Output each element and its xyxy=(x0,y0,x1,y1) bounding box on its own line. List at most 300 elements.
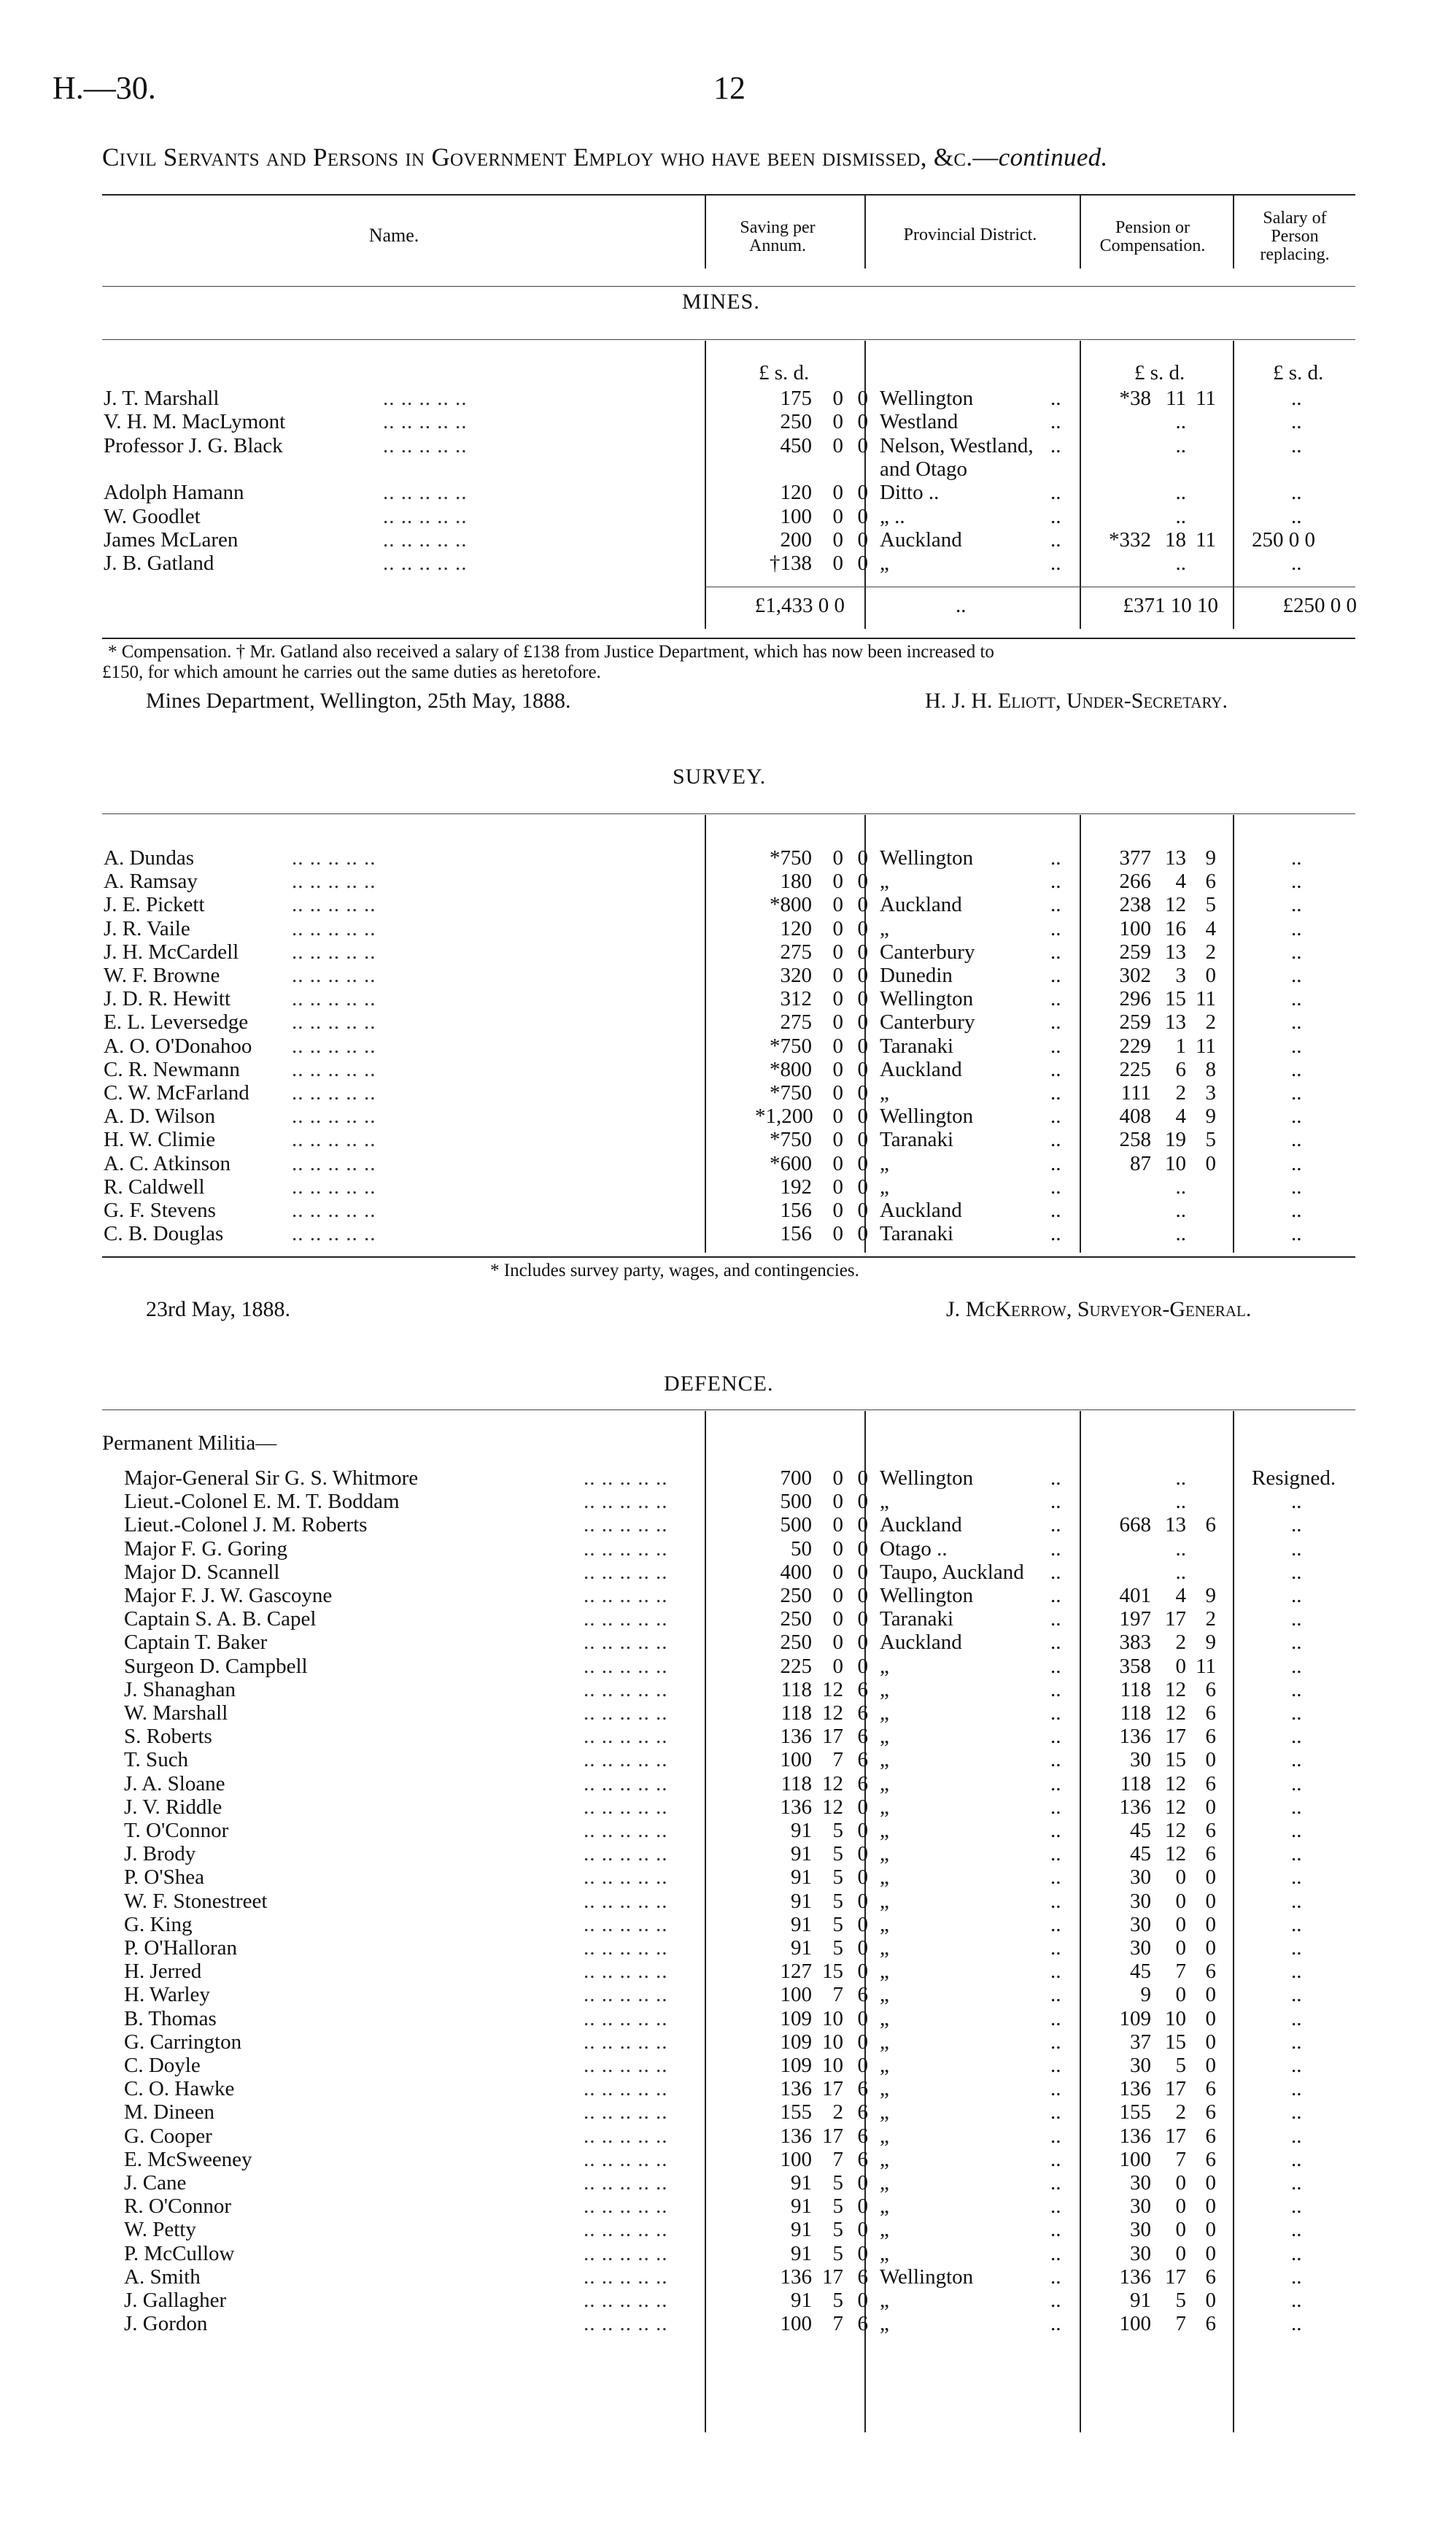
person-name: C. B. Douglas xyxy=(104,1222,224,1246)
saving-pence: 0 xyxy=(857,987,868,1011)
leader-dots: .. .. .. .. .. xyxy=(292,1222,376,1246)
pension-shillings: 13 xyxy=(1165,846,1186,870)
saving-pounds: 225 xyxy=(780,1654,812,1678)
table-row xyxy=(0,1795,1456,1819)
saving-shillings: 7 xyxy=(832,2312,843,2336)
salary-value: .. xyxy=(1291,1983,1302,2007)
leader-dots: .. xyxy=(1050,1607,1061,1631)
pension-shillings: 0 xyxy=(1175,2218,1186,2242)
leader-dots: .. .. .. .. .. xyxy=(584,1865,668,1890)
leader-dots: .. xyxy=(1050,1057,1061,1081)
saving-shillings: 0 xyxy=(832,893,843,917)
pension-pence: 6 xyxy=(1205,1725,1216,1749)
saving-pence: 0 xyxy=(857,1034,868,1058)
pension-pence: 6 xyxy=(1205,1677,1216,1701)
leader-dots: .. .. .. .. .. xyxy=(584,2312,668,2336)
salary-value: .. xyxy=(1291,1819,1302,1842)
leader-dots: .. .. .. .. .. xyxy=(584,1960,668,1984)
pension-pence: 9 xyxy=(1205,1584,1216,1607)
saving-pounds: 91 xyxy=(791,2171,812,2195)
saving-pounds: *750 xyxy=(770,846,812,870)
pension-pence: 6 xyxy=(1205,2077,1216,2101)
signature: J. McKerrow, Surveyor-General. xyxy=(946,1297,1252,1321)
saving-pence: 6 xyxy=(857,1771,868,1795)
pension-shillings: 12 xyxy=(1165,1842,1186,1866)
leader-dots: .. .. .. .. .. xyxy=(383,504,468,528)
pension-pounds: 401 xyxy=(1119,1584,1151,1607)
leader-dots: .. xyxy=(1050,1912,1061,1936)
pension-shillings: 10 xyxy=(1165,2006,1186,2030)
saving-shillings: 0 xyxy=(832,1560,843,1584)
person-name: P. O'Halloran xyxy=(124,1936,238,1960)
total-salary: £250 0 0 xyxy=(1282,594,1357,617)
table-row xyxy=(0,2148,1456,2171)
person-name: Professor J. G. Black xyxy=(104,433,283,457)
leader-dots: .. xyxy=(1050,2030,1061,2054)
table-row xyxy=(0,2265,1456,2289)
saving-shillings: 5 xyxy=(832,2241,843,2265)
person-name: G. King xyxy=(124,1912,193,1936)
table-row xyxy=(0,1035,1456,1058)
saving-pence: 0 xyxy=(857,1842,868,1866)
col-saving: Saving per Annum. xyxy=(740,218,816,255)
leader-dots: .. xyxy=(1050,1222,1061,1246)
leader-dots: .. .. .. .. .. xyxy=(584,1654,668,1678)
person-name: J. Cane xyxy=(124,2171,187,2195)
pension-pounds: 100 xyxy=(1119,2312,1151,2336)
saving-shillings: 0 xyxy=(832,410,843,434)
pension-pounds: 408 xyxy=(1119,1105,1151,1129)
saving-pounds: 250 xyxy=(780,1607,812,1631)
table-row xyxy=(0,2242,1456,2265)
saving-pence: 6 xyxy=(857,2077,868,2101)
saving-pounds: 109 xyxy=(780,2006,812,2030)
salary-value: .. xyxy=(1291,1560,1302,1584)
saving-pence: 0 xyxy=(857,1010,868,1035)
person-name: J. Brody xyxy=(124,1842,196,1866)
divider xyxy=(1080,196,1081,268)
provincial-district: „ xyxy=(880,2100,889,2124)
pension-pounds: 30 xyxy=(1130,2241,1151,2265)
pension-shillings: 4 xyxy=(1175,1584,1186,1607)
leader-dots: .. .. .. .. .. xyxy=(584,2077,668,2101)
col-salary: Salary of Person replacing. xyxy=(1260,209,1330,264)
header-rule xyxy=(102,286,1355,287)
pension-value: .. xyxy=(1175,1490,1186,1514)
saving-pence: 0 xyxy=(857,2195,868,2219)
saving-pence: 0 xyxy=(857,387,868,410)
pension-pence: 6 xyxy=(1205,1701,1216,1725)
saving-pounds: *1,200 xyxy=(755,1105,813,1129)
pension-shillings: 12 xyxy=(1165,893,1186,917)
pension-pounds: 109 xyxy=(1119,2006,1151,2030)
provincial-district: „ xyxy=(880,2006,889,2030)
pension-shillings: 10 xyxy=(1165,1151,1186,1175)
leader-dots: .. xyxy=(1050,1631,1061,1655)
pension-shillings: 7 xyxy=(1175,2312,1186,2336)
person-name: Lieut.-Colonel E. M. T. Boddam xyxy=(124,1490,400,1514)
table-row xyxy=(0,917,1456,940)
leader-dots: .. xyxy=(1050,1842,1061,1866)
provincial-district: „ xyxy=(880,2171,889,2195)
saving-pounds: 100 xyxy=(780,504,812,528)
saving-shillings: 5 xyxy=(832,1819,843,1842)
pension-value: .. xyxy=(1175,1560,1186,1584)
saving-pounds: 155 xyxy=(780,2100,812,2124)
saving-pence: 0 xyxy=(857,2030,868,2054)
pension-shillings: 17 xyxy=(1165,2124,1186,2148)
table-row xyxy=(0,1584,1456,1607)
provincial-district: „ xyxy=(880,1725,889,1749)
table-row xyxy=(0,2289,1456,2312)
saving-shillings: 0 xyxy=(832,1199,843,1222)
person-name: Major-General Sir G. S. Whitmore xyxy=(124,1466,419,1490)
saving-shillings: 10 xyxy=(822,2054,843,2077)
leader-dots: .. .. .. .. .. xyxy=(584,1842,668,1866)
saving-pounds: 200 xyxy=(780,527,812,552)
saving-shillings: 0 xyxy=(832,1654,843,1678)
saving-shillings: 12 xyxy=(822,1771,843,1795)
saving-shillings: 0 xyxy=(832,387,843,410)
provincial-district: Wellington xyxy=(880,1584,974,1607)
person-name: J. Shanaghan xyxy=(124,1677,236,1701)
person-name: Adolph Hamann xyxy=(104,481,244,505)
page-title xyxy=(102,143,1108,172)
table-row xyxy=(0,2077,1456,2100)
provincial-district: Wellington xyxy=(880,1466,974,1490)
saving-pounds: *750 xyxy=(770,1034,812,1058)
leader-dots: .. .. .. .. .. xyxy=(292,893,376,917)
leader-dots: .. .. .. .. .. xyxy=(383,552,468,576)
saving-pounds: 250 xyxy=(780,410,812,434)
pension-shillings: 13 xyxy=(1165,940,1186,964)
pension-pence: 0 xyxy=(1205,1912,1216,1936)
saving-pence: 0 xyxy=(857,1631,868,1655)
unit-label: £ s. d. xyxy=(1273,361,1324,384)
leader-dots: .. xyxy=(1050,527,1061,552)
leader-dots: .. xyxy=(1050,552,1061,576)
total-saving: £1,433 0 0 xyxy=(754,594,845,617)
saving-pounds: 120 xyxy=(780,481,812,505)
person-name: Major F. J. W. Gascoyne xyxy=(124,1584,333,1607)
pension-shillings: 0 xyxy=(1175,2195,1186,2219)
table-row xyxy=(0,1081,1456,1105)
saving-pence: 0 xyxy=(857,1819,868,1842)
pension-pence: 6 xyxy=(1205,2100,1216,2124)
leader-dots: .. xyxy=(1050,1010,1061,1035)
saving-pence: 0 xyxy=(857,527,868,552)
pension-shillings: 5 xyxy=(1175,2054,1186,2077)
saving-shillings: 0 xyxy=(832,1081,843,1105)
footnote: * Includes survey party, wages, and contingencies. xyxy=(490,1261,859,1280)
person-name: J. V. Riddle xyxy=(124,1795,222,1819)
pension-shillings: 0 xyxy=(1175,1654,1186,1678)
person-name: G. Cooper xyxy=(124,2124,212,2148)
saving-pounds: 500 xyxy=(780,1490,812,1514)
saving-shillings: 0 xyxy=(832,870,843,894)
pension-pounds: 296 xyxy=(1119,987,1151,1011)
person-name: J. Gordon xyxy=(124,2312,208,2336)
provincial-district: „ xyxy=(880,552,889,576)
leader-dots: .. xyxy=(1050,1105,1061,1129)
leader-dots: .. xyxy=(1050,1034,1061,1058)
saving-pounds: 136 xyxy=(780,2124,812,2148)
pension-pence: 2 xyxy=(1205,1607,1216,1631)
saving-pounds: 118 xyxy=(781,1677,812,1701)
pension-pounds: 111 xyxy=(1120,1081,1151,1105)
pension-pence: 6 xyxy=(1205,1842,1216,1866)
table-row xyxy=(0,1490,1456,1513)
saving-pounds: 312 xyxy=(780,987,812,1011)
provincial-district: „ xyxy=(880,2054,889,2077)
person-name: J. A. Sloane xyxy=(124,1771,225,1795)
pension-shillings: 17 xyxy=(1165,1607,1186,1631)
saving-shillings: 5 xyxy=(832,2218,843,2242)
saving-pence: 0 xyxy=(857,1584,868,1607)
pension-pounds: 155 xyxy=(1119,2100,1151,2124)
provincial-district: Ditto .. xyxy=(880,481,940,505)
leader-dots: .. xyxy=(1050,410,1061,434)
saving-shillings: 0 xyxy=(832,987,843,1011)
person-name: R. Caldwell xyxy=(104,1175,205,1199)
table-row xyxy=(0,1701,1456,1725)
saving-shillings: 0 xyxy=(832,916,843,940)
saving-pence: 6 xyxy=(857,2265,868,2289)
pension-value: .. xyxy=(1175,504,1186,528)
saving-pounds: 700 xyxy=(780,1466,812,1490)
leader-dots: .. .. .. .. .. xyxy=(584,1748,668,1772)
salary-value: 250 0 0 xyxy=(1252,527,1315,552)
saving-shillings: 0 xyxy=(832,1607,843,1631)
pension-pence: 9 xyxy=(1205,1631,1216,1655)
provincial-district: „ xyxy=(880,1912,889,1936)
saving-pence: 0 xyxy=(857,2218,868,2242)
provincial-district: Wellington xyxy=(880,387,974,410)
person-name: Captain T. Baker xyxy=(124,1631,268,1655)
pension-shillings: 15 xyxy=(1165,1748,1186,1772)
pension-shillings: 0 xyxy=(1175,2241,1186,2265)
saving-pounds: 192 xyxy=(780,1175,812,1199)
provincial-district: „ xyxy=(880,1654,889,1678)
saving-pence: 0 xyxy=(857,1865,868,1890)
table-row xyxy=(0,1466,1456,1490)
saving-pence: 0 xyxy=(857,1560,868,1584)
person-name: J. R. Vaile xyxy=(104,916,190,940)
leader-dots: .. xyxy=(1050,1889,1061,1913)
table-row xyxy=(0,2171,1456,2195)
pension-pounds: 118 xyxy=(1120,1677,1151,1701)
saving-pence: 0 xyxy=(857,1654,868,1678)
section-title-survey: SURVEY. xyxy=(673,765,767,789)
section-rule xyxy=(102,813,1355,814)
saving-shillings: 12 xyxy=(822,1701,843,1725)
pension-shillings: 15 xyxy=(1165,2030,1186,2054)
leader-dots: .. .. .. .. .. xyxy=(584,1584,668,1607)
pension-pence: 6 xyxy=(1205,1819,1216,1842)
table-top-rule xyxy=(102,194,1355,196)
leader-dots: .. xyxy=(1050,964,1061,987)
pension-pounds: 383 xyxy=(1119,1631,1151,1655)
leader-dots: .. .. .. .. .. xyxy=(584,1536,668,1561)
provincial-district: „ xyxy=(880,1151,889,1175)
table-row xyxy=(0,2218,1456,2241)
leader-dots: .. .. .. .. .. xyxy=(584,1607,668,1631)
person-name: R. O'Connor xyxy=(124,2195,232,2219)
leader-dots: .. xyxy=(1050,1584,1061,1607)
pension-pounds: 136 xyxy=(1119,2124,1151,2148)
provincial-district: „ xyxy=(880,2195,889,2219)
provincial-district: „ xyxy=(880,1865,889,1890)
pension-shillings: 6 xyxy=(1175,1057,1186,1081)
saving-pence: 0 xyxy=(857,1466,868,1490)
leader-dots: .. .. .. .. .. xyxy=(584,2171,668,2195)
leader-dots: .. .. .. .. .. xyxy=(584,1560,668,1584)
saving-pounds: 91 xyxy=(791,2289,812,2312)
table-row xyxy=(0,1983,1456,2006)
salary-value: .. xyxy=(1291,1631,1302,1655)
saving-pounds: 450 xyxy=(780,433,812,457)
saving-pence: 6 xyxy=(857,1725,868,1749)
salary-value: .. xyxy=(1291,1701,1302,1725)
provincial-district: „ xyxy=(880,1936,889,1960)
leader-dots: .. .. .. .. .. xyxy=(584,2289,668,2312)
salary-value: .. xyxy=(1291,1057,1302,1081)
pension-pounds: 302 xyxy=(1119,964,1151,987)
leader-dots: .. .. .. .. .. xyxy=(292,1151,376,1175)
saving-pence: 6 xyxy=(857,1701,868,1725)
saving-pounds: 320 xyxy=(780,964,812,987)
provincial-district: Canterbury xyxy=(880,1010,975,1035)
pension-pounds: 45 xyxy=(1130,1842,1151,1866)
leader-dots: .. .. .. .. .. xyxy=(584,1983,668,2007)
pension-shillings: 5 xyxy=(1175,2289,1186,2312)
pension-pounds: 197 xyxy=(1119,1607,1151,1631)
saving-pence: 0 xyxy=(857,2006,868,2030)
pension-shillings: 0 xyxy=(1175,1865,1186,1890)
leader-dots: .. .. .. .. .. xyxy=(383,433,468,457)
pension-pence: 0 xyxy=(1205,1151,1216,1175)
provincial-district: Taranaki xyxy=(880,1034,954,1058)
section-bottom-rule xyxy=(102,1256,1355,1258)
table-row xyxy=(0,964,1456,987)
provincial-district: Taranaki xyxy=(880,1128,954,1152)
saving-shillings: 5 xyxy=(832,2195,843,2219)
salary-value: .. xyxy=(1291,387,1302,410)
leader-dots: .. .. .. .. .. xyxy=(292,916,376,940)
person-name: A. Dundas xyxy=(104,846,195,870)
person-name: E. McSweeney xyxy=(124,2147,252,2171)
saving-shillings: 5 xyxy=(832,1842,843,1866)
pension-shillings: 0 xyxy=(1175,1936,1186,1960)
provincial-district: „ xyxy=(880,2312,889,2336)
leader-dots: .. .. .. .. .. xyxy=(584,2265,668,2289)
provincial-district: „ xyxy=(880,1819,889,1842)
saving-shillings: 0 xyxy=(832,1175,843,1199)
table-row xyxy=(0,1890,1456,1913)
pension-pounds: 238 xyxy=(1119,893,1151,917)
table-row xyxy=(0,2007,1456,2030)
saving-pence: 0 xyxy=(857,1128,868,1152)
saving-pounds: *750 xyxy=(770,1128,812,1152)
salary-value: .. xyxy=(1291,1175,1302,1199)
saving-pence: 6 xyxy=(857,2124,868,2148)
salary-value: .. xyxy=(1291,1081,1302,1105)
salary-value: .. xyxy=(1291,893,1302,917)
pension-pence: 11 xyxy=(1196,387,1216,410)
leader-dots: .. xyxy=(1050,987,1061,1011)
pension-shillings: 0 xyxy=(1175,1889,1186,1913)
table-row xyxy=(0,1175,1456,1199)
signature: H. J. H. Eliott, Under-Secretary. xyxy=(925,689,1228,713)
leader-dots: .. .. .. .. .. xyxy=(383,387,468,410)
table-row xyxy=(0,387,1456,410)
pension-pence: 6 xyxy=(1205,2124,1216,2148)
pension-pence: 2 xyxy=(1205,940,1216,964)
leader-dots: .. xyxy=(1050,2171,1061,2195)
leader-dots: .. .. .. .. .. xyxy=(584,1819,668,1842)
saving-pounds: 91 xyxy=(791,2241,812,2265)
saving-pence: 0 xyxy=(857,410,868,434)
pension-pence: 5 xyxy=(1205,893,1216,917)
pension-pence: 0 xyxy=(1205,1795,1216,1819)
provincial-district: „ xyxy=(880,2241,889,2265)
leader-dots: .. .. .. .. .. xyxy=(584,2124,668,2148)
person-name: A. Smith xyxy=(124,2265,201,2289)
pension-pence: 6 xyxy=(1205,2147,1216,2171)
pension-pounds: 266 xyxy=(1119,870,1151,894)
person-name: G. Carrington xyxy=(124,2030,242,2054)
pension-pounds: 45 xyxy=(1130,1960,1151,1984)
leader-dots: .. xyxy=(1050,1199,1061,1222)
person-name: A. C. Atkinson xyxy=(104,1151,231,1175)
pension-pence: 0 xyxy=(1205,1748,1216,1772)
leader-dots: .. .. .. .. .. xyxy=(383,410,468,434)
pension-pence: 0 xyxy=(1205,1865,1216,1890)
provincial-district: Taranaki xyxy=(880,1607,954,1631)
saving-pounds: 100 xyxy=(780,1748,812,1772)
col-pension: Pension or Compensation. xyxy=(1099,218,1206,255)
saving-pounds: *800 xyxy=(770,893,812,917)
leader-dots: .. xyxy=(1050,870,1061,894)
salary-value: .. xyxy=(1291,433,1302,457)
saving-shillings: 0 xyxy=(832,1513,843,1537)
leader-dots: .. .. .. .. .. xyxy=(292,1057,376,1081)
col-district: Provincial District. xyxy=(903,225,1037,244)
divider xyxy=(1233,196,1234,268)
pension-pence: 0 xyxy=(1205,2218,1216,2242)
leader-dots: .. xyxy=(1050,2218,1061,2242)
provincial-district: and Otago xyxy=(880,457,967,481)
salary-value: .. xyxy=(1291,940,1302,964)
leader-dots: .. xyxy=(1050,2241,1061,2265)
table-row xyxy=(0,410,1456,433)
pension-pounds: 30 xyxy=(1130,2054,1151,2077)
leader-dots: .. .. .. .. .. xyxy=(584,2147,668,2171)
saving-pence: 0 xyxy=(857,2289,868,2312)
pension-pence: 11 xyxy=(1196,1654,1216,1678)
pension-pence: 11 xyxy=(1196,527,1216,552)
pension-shillings: 2 xyxy=(1175,1631,1186,1655)
leader-dots: .. xyxy=(1050,1490,1061,1514)
leader-dots: .. .. .. .. .. xyxy=(292,964,376,987)
pension-pence: 0 xyxy=(1205,2289,1216,2312)
total-pension: £371 10 10 xyxy=(1123,594,1218,617)
saving-pounds: 100 xyxy=(780,2147,812,2171)
salary-value: .. xyxy=(1291,2124,1302,2148)
leader-dots: .. xyxy=(1050,2147,1061,2171)
leader-dots: .. xyxy=(1050,1175,1061,1199)
saving-pounds: *750 xyxy=(770,1081,812,1105)
